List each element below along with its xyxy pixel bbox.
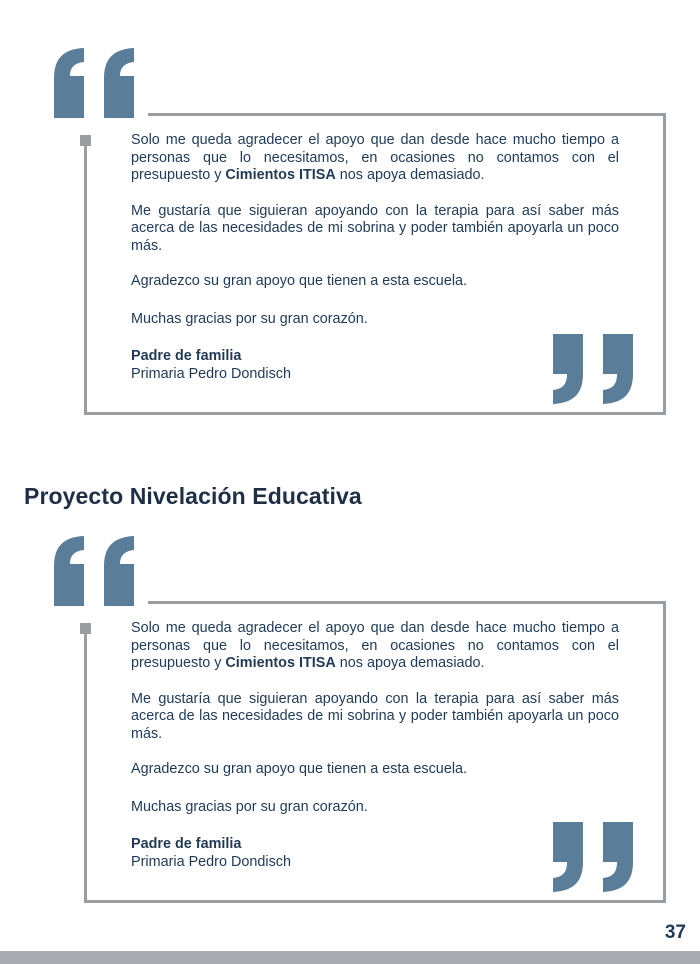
signature-school: Primaria Pedro Dondisch	[131, 853, 291, 870]
frame-top-line	[148, 113, 666, 116]
testimonial-paragraph-4: Muchas gracias por su gran corazón.	[131, 798, 368, 815]
open-quote-icon	[54, 536, 138, 606]
frame-right-line	[663, 601, 666, 903]
frame-top-line	[148, 601, 666, 604]
brand-name: Cimientos ITISA	[225, 655, 336, 671]
testimonial-paragraph-2: Me gustaría que siguieran apoyando con la terapia para así saber más acerca de las necesidades de mi sobrina y poder también apoyarla un poco más.	[131, 690, 619, 742]
testimonial-paragraph-2: Me gustaría que siguieran apoyando con la terapia para así saber más acerca de las necesidades de mi sobrina y poder también apoyarla un poco más.	[131, 202, 619, 254]
frame-left-line	[84, 630, 87, 903]
testimonial-card-2	[0, 530, 700, 910]
testimonial-text	[131, 132, 619, 383]
testimonial-card-1	[0, 42, 700, 422]
close-quote-icon	[553, 822, 637, 892]
testimonial-paragraph-3: Agradezco su gran apoyo que tienen a esta escuela.	[131, 761, 468, 777]
testimonial-paragraph-3: Agradezco su gran apoyo que tienen a esta escuela.	[131, 273, 468, 289]
footer-bar	[0, 951, 700, 964]
frame-left-line	[84, 142, 87, 415]
signature	[131, 836, 619, 871]
frame-right-line	[663, 113, 666, 415]
testimonial-paragraph-4: Muchas gracias por su gran corazón.	[131, 310, 368, 327]
section-title: Proyecto Nivelación Educativa	[24, 483, 362, 510]
testimonial-text	[131, 620, 619, 871]
brand-name: Cimientos ITISA	[225, 167, 336, 183]
open-quote-icon	[54, 48, 138, 118]
close-quote-icon	[553, 334, 637, 404]
signature-author: Padre de familia	[131, 348, 242, 364]
signature	[131, 348, 619, 383]
signature-school: Primaria Pedro Dondisch	[131, 365, 291, 382]
signature-author: Padre de familia	[131, 836, 242, 852]
page-number: 37	[664, 922, 686, 943]
testimonial-paragraph-1: Solo me queda agradecer el apoyo que dan desde hace mucho tiempo a personas que lo necesitamos, en ocasiones no contamos con el presupuesto y Cimientos ITISA nos apoya demasiado.	[131, 620, 619, 671]
frame-corner-square	[80, 623, 91, 634]
frame-bottom-line	[84, 412, 666, 415]
frame-corner-square	[80, 135, 91, 146]
testimonial-paragraph-1: Solo me queda agradecer el apoyo que dan desde hace mucho tiempo a personas que lo necesitamos, en ocasiones no contamos con el presupuesto y Cimientos ITISA nos apoya demasiado.	[131, 132, 619, 183]
frame-bottom-line	[84, 900, 666, 903]
